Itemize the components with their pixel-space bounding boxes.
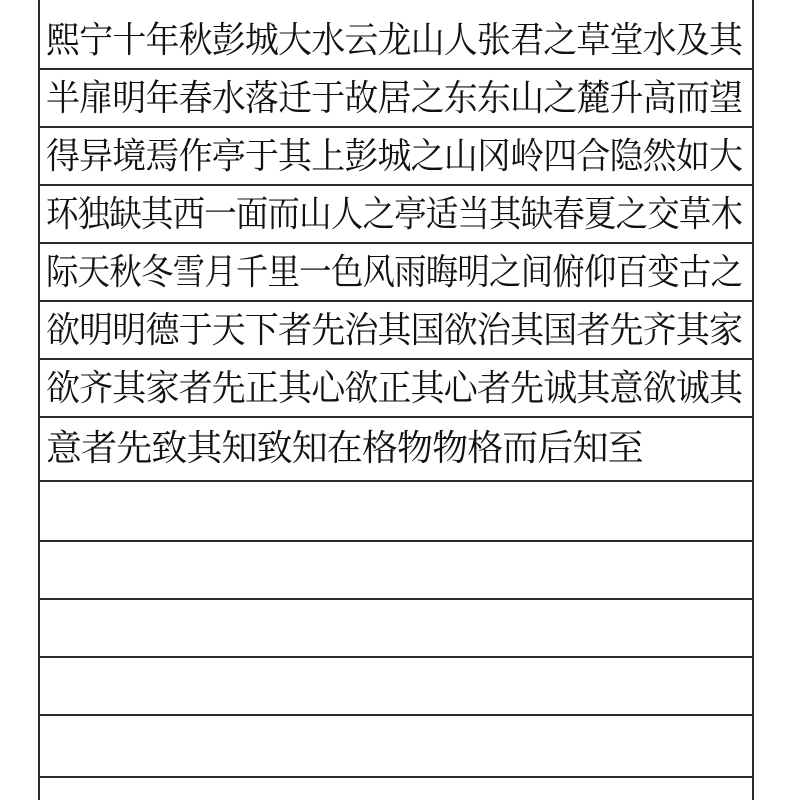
- handwriting-line-text: 欲明明德于天下者先治其国欲治其国者先齐其家: [46, 310, 743, 351]
- handwriting-line: [46, 540, 746, 598]
- handwriting-line-text: 得异境焉作亭于其上彭城之山冈岭四合隐然如大: [46, 136, 743, 177]
- handwriting-line-text: 环独缺其西一面而山人之亭适当其缺春夏之交草木: [46, 194, 743, 235]
- handwriting-line: [46, 70, 746, 128]
- handwriting-line: [46, 656, 746, 714]
- handwriting-line: [46, 598, 746, 656]
- handwriting-line: [46, 420, 746, 478]
- handwriting-line: [46, 302, 746, 360]
- handwriting-line-text: 半扉明年春水落迁于故居之东东山之麓升高而望: [46, 78, 743, 119]
- handwriting-lines: [46, 0, 746, 800]
- handwriting-line-text: 际天秋冬雪月千里一色风雨晦明之间俯仰百变古之: [46, 252, 743, 293]
- handwriting-line: [46, 482, 746, 540]
- handwriting-line: [46, 128, 746, 186]
- handwriting-line: [46, 244, 746, 302]
- handwriting-line: [46, 360, 746, 418]
- handwriting-line: [46, 186, 746, 244]
- handwriting-line-text: 意者先致其知致知在格物物格而后知至: [46, 428, 643, 469]
- handwriting-line-text: 欲齐其家者先正其心欲正其心者先诚其意欲诚其: [46, 368, 743, 409]
- handwriting-line-text: 熙宁十年秋彭城大水云龙山人张君之草堂水及其: [46, 20, 743, 61]
- handwriting-line: [46, 716, 746, 774]
- handwriting-line: [46, 12, 746, 70]
